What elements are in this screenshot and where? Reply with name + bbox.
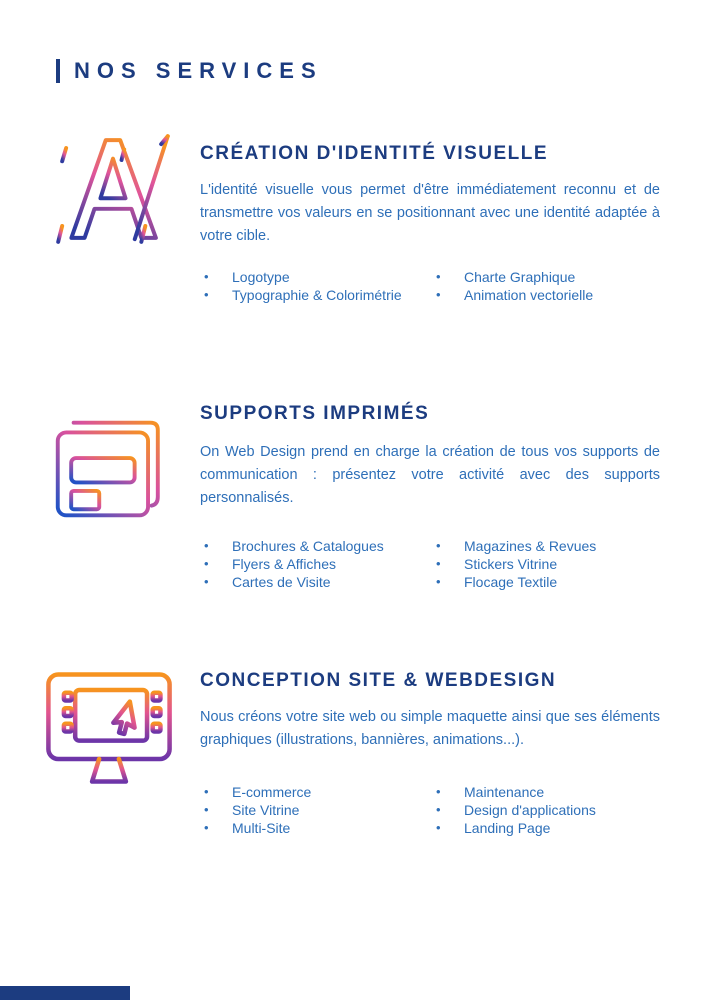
list-item: • Landing Page [432, 819, 664, 837]
list-item: • Design d'applications [432, 801, 664, 819]
list-item: • Magazines & Revues [432, 537, 664, 555]
list-item: • Site Vitrine [200, 801, 432, 819]
list-item: • Maintenance [432, 783, 664, 801]
list-item: • Charte Graphique [432, 268, 664, 286]
service-description: Nous créons votre site web ou simple maquette ainsi que ses éléments graphiques (illustrations, bannières, animations...). [200, 709, 660, 748]
list-item: • Cartes de Visite [200, 573, 432, 591]
list-item: • Animation vectorielle [432, 286, 664, 304]
newspaper-print-icon [48, 402, 170, 536]
page-title [56, 58, 323, 84]
service-description: On Web Design prend en charge la création de tous vos supports de communication : présentez votre activité avec des supports personnalisés. [200, 444, 660, 506]
service-heading: SUPPORTS IMPRIMÉS [200, 403, 430, 424]
list-item: • Multi-Site [200, 819, 432, 837]
footer-accent-bar [0, 986, 130, 1000]
service-heading: CRÉATION D'IDENTITÉ VISUELLE [200, 143, 549, 164]
list-item: • Flocage Textile [432, 573, 664, 591]
monitor-webdesign-icon [38, 666, 180, 790]
service-list [200, 783, 670, 837]
service-list [200, 268, 670, 304]
service-list [200, 537, 670, 591]
list-item: • Brochures & Catalogues [200, 537, 432, 555]
list-item: • E-commerce [200, 783, 432, 801]
list-item: • Flyers & Affiches [200, 555, 432, 573]
list-item: • Stickers Vitrine [432, 555, 664, 573]
list-item: • Logotype [200, 268, 432, 286]
service-heading: CONCEPTION SITE & WEBDESIGN [200, 670, 557, 691]
title-accent-bar [56, 59, 60, 83]
list-item: • Typographie & Colorimétrie [200, 286, 432, 304]
service-description: L'identité visuelle vous permet d'être immédiatement reconnu et de transmettre vos valeurs en se positionnant avec une identité adaptée à votre cible. [200, 182, 660, 244]
typography-letter-a-icon [45, 120, 177, 258]
page-title-text: NOS SERVICES [74, 58, 323, 83]
